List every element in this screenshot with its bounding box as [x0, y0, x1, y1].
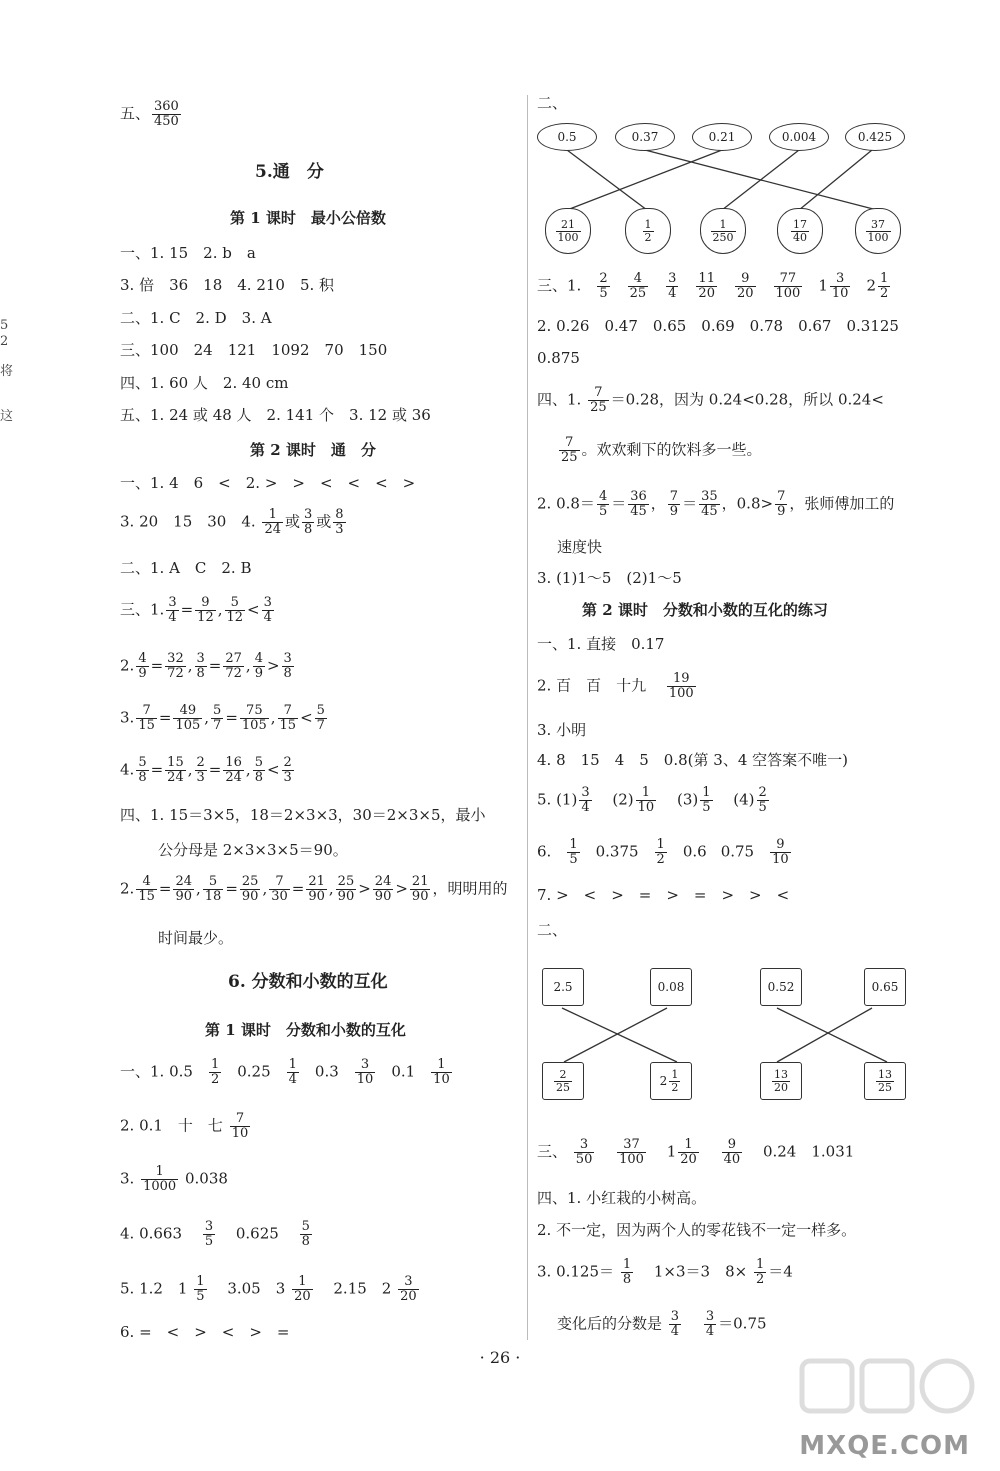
answer-line: 2. 0.1 十 七 $\frac{7}{10}$: [120, 1111, 249, 1141]
answer-line: 五、1. 24 或 48 人 2. 141 个 3. 12 或 36: [120, 406, 431, 424]
answer-line: 五、 $\frac{360}{450}$: [120, 99, 179, 129]
answer-line: 变化后的分数是 $\frac{3}{4}$ $\frac{3}{4}$ ＝0.75: [557, 1309, 767, 1339]
answer-line: 4. 8 15 4 5 0.8(第 3、4 空答案不唯一): [537, 751, 848, 769]
answer-line: 3. 20 15 30 4. $\frac{1}{24}$ 或 $\frac{3}{8}$ 或 $\frac{8}{3}$: [120, 507, 344, 537]
frac-row: 2. 0.8＝ $\frac{4}{5}$ ＝ $\frac{36}{45}$ ， $\frac{7}{9}$ ＝ $\frac{35}{45}$ ，0.8> $\frac{7}{9}$ ，张师傅加工的: [537, 489, 895, 519]
answer-line: 速度快: [557, 538, 603, 556]
answer-line: $\frac{7}{25}$ 。欢欢剩下的饮料多一些。: [561, 435, 762, 465]
bucket-matching-diagram: [542, 950, 902, 1110]
answer-line: 5. 1.2 1 $\frac{1}{5}$ 3.05 3 $\frac{1}{20}$ 2.15 2 $\frac{3}{20}$: [120, 1274, 417, 1304]
section-title: 6. 分数和小数的互化: [228, 972, 388, 992]
bucket: 2.5: [542, 968, 584, 1006]
answer-line: 二、1. C 2. D 3. A: [120, 309, 272, 327]
answer-line: 四、1. 小红栽的小树高。: [537, 1189, 707, 1207]
frac-row: 3. $\frac{7}{15}$ = $\frac{49}{105}$ , $\frac{5}{7}$ = $\frac{75}{105}$ , $\frac{7}{15}$ < $\frac{5}{7}$: [120, 703, 325, 733]
frac-row: 2. $\frac{4}{9}$ = $\frac{32}{72}$ , $\frac{3}{8}$ = $\frac{27}{72}$ , $\frac{4}{9}$ > $\frac{3}{8}$: [120, 651, 292, 681]
answer-line: 二、1. A C 2. B: [120, 559, 252, 577]
page-number: · 26 ·: [479, 1348, 521, 1367]
answer-line: 一、1. 15 2. b a: [120, 244, 256, 262]
bucket: 0.52: [760, 968, 802, 1006]
column-divider: [527, 95, 528, 1340]
answer-line: 四、1. 15＝3×5，18＝2×3×3，30＝2×3×5，最小: [120, 806, 486, 824]
edge-mark: 这: [0, 409, 14, 424]
watermark-text: MXQE.COM: [799, 1431, 970, 1461]
apple: $\frac{37}{100}$: [855, 208, 901, 254]
answer-line: 2. 百 百 十九 $\frac{19}{100}$: [537, 671, 694, 701]
lesson-title: 第 2 课时 通 分: [250, 441, 376, 459]
edge-mark: 2: [0, 334, 9, 349]
bowl: 0.37: [615, 123, 675, 151]
lesson-title: 第 1 课时 最小公倍数: [230, 209, 386, 227]
edge-mark: 将: [0, 364, 14, 379]
frac-row: 三、1. $\frac{3}{4}$ = $\frac{9}{12}$ , $\frac{5}{12}$ < $\frac{3}{4}$: [120, 595, 272, 625]
answer-line: 一、1. 直接 0.17: [537, 635, 665, 653]
bucket: 0.08: [650, 968, 692, 1006]
mixed-row: 6. $\frac{1}{5}$ 0.375 $\frac{1}{2}$ 0.6 0.75 $\frac{9}{10}$: [537, 837, 789, 867]
bucket-matching-lines: [542, 950, 902, 1110]
answer-line: 6. = < > < > =: [120, 1323, 290, 1341]
bowl: 0.004: [769, 123, 829, 151]
apple: $\frac{17}{40}$: [777, 208, 823, 254]
answer-line: 三、100 24 121 1092 70 150: [120, 341, 388, 359]
bowl: 0.21: [692, 123, 752, 151]
answer-line: 2. 不一定，因为两个人的零花钱不一定一样多。: [537, 1221, 857, 1239]
bucket: 0.65: [864, 968, 906, 1006]
answer-line: 三、 $\frac{3}{50}$ $\frac{37}{100}$ 1 $\frac{1}{20}$ $\frac{9}{40}$ 0.24 1.031: [537, 1137, 855, 1167]
answer-line: 二、: [537, 921, 568, 939]
answer-line: 2. 0.26 0.47 0.65 0.69 0.78 0.67 0.3125: [537, 317, 899, 335]
bowl: 0.5: [537, 123, 597, 151]
bucket: 2 $\frac{1}{2}$: [650, 1062, 692, 1100]
bowl: 0.425: [845, 123, 905, 151]
answer-line: 二、: [537, 94, 568, 112]
bucket: $\frac{13}{20}$: [760, 1062, 802, 1100]
answer-line: 3. $\frac{1}{1000}$ 0.038: [120, 1164, 228, 1194]
answer-line: 四、1. 60 人 2. 40 cm: [120, 374, 289, 392]
answer-line: 3. (1)1～5 (2)1～5: [537, 569, 682, 587]
answer-line: 3. 0.125＝ $\frac{1}{8}$ 1×3＝3 8× $\frac{1}{2}$ ＝4: [537, 1257, 793, 1287]
answer-line: 0.875: [537, 349, 580, 367]
answer-line: 时间最少。: [158, 929, 234, 947]
apple: $\frac{21}{100}$: [545, 208, 591, 254]
frac-row: 2. $\frac{4}{15}$ = $\frac{24}{90}$ , $\frac{5}{18}$ = $\frac{25}{90}$ , $\frac{7}{30}$ = $\frac{21}{90}$ , $\frac{25}{90}$ > $\frac{24}{90}$ > $\frac{21}{90}$ ，明明用的: [120, 874, 508, 904]
apple: $\frac{1}{250}$: [700, 208, 746, 254]
bucket: $\frac{13}{25}$: [864, 1062, 906, 1100]
answer-line: 4. 0.663 $\frac{3}{5}$ 0.625 $\frac{5}{8}$: [120, 1219, 310, 1249]
section-title: 5.通 分: [255, 162, 324, 182]
answer-line: 3. 倍 36 18 4. 210 5. 积: [120, 276, 335, 294]
mixed-row: 三、1. $\frac{2}{5}$ $\frac{4}{25}$ $\frac{3}{4}$ $\frac{11}{20}$ $\frac{9}{20}$ $\frac{77}{100}$ 1 $\frac{3}{10}$ 2 $\frac{1}{2}$: [537, 271, 889, 301]
lesson-title: 第 1 课时 分数和小数的互化: [205, 1021, 406, 1039]
frac-row: 4. $\frac{5}{8}$ = $\frac{15}{24}$ , $\frac{2}{3}$ = $\frac{16}{24}$ , $\frac{5}{8}$ < $\frac{2}{3}$: [120, 755, 292, 785]
mixed-row: 一、1. 0.5 $\frac{1}{2}$ 0.25 $\frac{1}{4}$ 0.3 $\frac{3}{10}$ 0.1 $\frac{1}{10}$: [120, 1057, 450, 1087]
bucket: $\frac{2}{25}$: [542, 1062, 584, 1100]
answer-line: 公分母是 2×3×3×5＝90。: [158, 841, 348, 859]
answer-line: 一、1. 4 6 < 2. > > < < < >: [120, 474, 416, 492]
edge-mark: 5: [0, 318, 9, 333]
answer-line: 3. 小明: [537, 721, 587, 739]
answer-line: 5. (1) $\frac{3}{4}$ (2) $\frac{1}{10}$ (3) $\frac{1}{5}$ (4) $\frac{2}{5}$: [537, 785, 767, 815]
bowl-apple-matching-diagram: [537, 120, 907, 255]
apple: $\frac{1}{2}$: [625, 208, 671, 254]
answer-line: 四、1. $\frac{7}{25}$ ＝0.28，因为 0.24<0.28，所以 0.24<: [537, 385, 884, 415]
answer-line: 7. > < > = > = > > <: [537, 886, 790, 904]
lesson-title: 第 2 课时 分数和小数的互化的练习: [582, 601, 828, 619]
